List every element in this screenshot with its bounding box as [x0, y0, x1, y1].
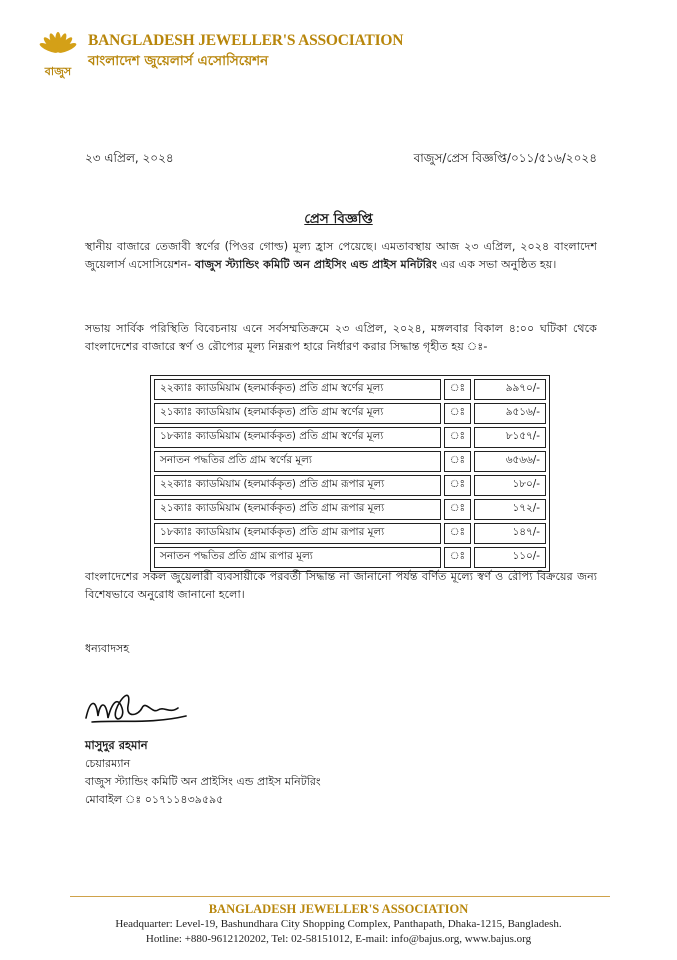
table-row	[154, 499, 546, 520]
price-item: সনাতন পদ্ধতির প্রতি গ্রাম স্বর্ণের মূল্য	[154, 451, 441, 472]
signature-image	[82, 680, 192, 730]
separator: ঃ	[444, 499, 471, 520]
price-value: ১১০/-	[474, 547, 546, 568]
paragraph-1-part-b: এর এক সভা অনুষ্ঠিত হয়।	[436, 258, 557, 271]
org-name-bn: বাংলাদেশ জুয়েলার্স এসোসিয়েশন	[88, 53, 269, 69]
document-title-text: প্রেস বিজ্ঞপ্তি	[304, 211, 373, 227]
committee-name-bold: বাজুস স্ট্যান্ডিং কমিটি অন প্রাইসিং এন্ড প্রাইস মনিটরিং	[194, 258, 437, 271]
price-value: ৯৫১৬/-	[474, 403, 546, 424]
separator: ঃ	[444, 427, 471, 448]
price-item: ২২ক্যাঃ ক্যাডমিয়াম (হলমার্ককৃত) প্রতি গ্রাম রূপার মূল্য	[154, 475, 441, 496]
table-row	[154, 427, 546, 448]
footer-address: Headquarter: Level-19, Bashundhara City Shopping Complex, Panthapath, Dhaka-1215, Bangladesh.	[115, 918, 562, 930]
paragraph-1-part-a: স্থানীয় বাজারে তেজাবী স্বর্ণের (পিওর গোল্ড) মূল্য হ্রাস পেয়েছে। এমতাবস্থায় আজ ২৩ এপ্রিল, ২০২৪ বাংলাদেশ জুয়েলার্স এসোসিয়েশন-	[85, 240, 597, 271]
table-row	[154, 547, 546, 568]
separator: ঃ	[444, 547, 471, 568]
paragraph-1	[85, 238, 597, 274]
price-value: ১৭২/-	[474, 499, 546, 520]
separator: ঃ	[444, 475, 471, 496]
price-item: ১৮ক্যাঃ ক্যাডমিয়াম (হলমার্ককৃত) প্রতি গ্রাম রূপার মূল্য	[154, 523, 441, 544]
separator: ঃ	[444, 379, 471, 400]
price-value: ৬৫৬৬/-	[474, 451, 546, 472]
separator: ঃ	[444, 451, 471, 472]
paragraph-2: সভায় সার্বিক পরিস্থিতি বিবেচনায় এনে সর্বসম্মতিক্রমে ২৩ এপ্রিল, ২০২৪, মঙ্গলবার বিকাল ৪:০০ ঘটিকা থেকে বাংলাদেশের বাজারে স্বর্ণ ও রৌপ্যের মূল্য নিম্নরূপ হারে নির্ধারণ করার সিদ্ধান্ত গৃহীত হয় ঃ-	[85, 322, 597, 353]
table-row	[154, 475, 546, 496]
price-item: ২১ক্যাঃ ক্যাডমিয়াম (হলমার্ককৃত) প্রতি গ্রাম রূপার মূল্য	[154, 499, 441, 520]
issue-date: ২৩ এপ্রিল, ২০২৪	[85, 151, 174, 165]
footer-org-name: BANGLADESH JEWELLER'S ASSOCIATION	[208, 902, 469, 916]
price-value: ১৮০/-	[474, 475, 546, 496]
document-title	[0, 208, 677, 231]
signatory-title: চেয়ারম্যান	[85, 757, 131, 770]
table-row	[154, 379, 546, 400]
price-item: ১৮ক্যাঃ ক্যাডমিয়াম (হলমার্ককৃত) প্রতি গ্রাম স্বর্ণের মূল্য	[154, 427, 441, 448]
logo-text: বাজুস	[44, 65, 72, 78]
signatory-mobile: মোবাইল ঃ ০১৭১১৪৩৯৫৯৫	[85, 793, 224, 806]
price-item: ২২ক্যাঃ ক্যাডমিয়াম (হলমার্ককৃত) প্রতি গ্রাম স্বর্ণের মূল্য	[154, 379, 441, 400]
price-value: ৯৯৭০/-	[474, 379, 546, 400]
price-item: ২১ক্যাঃ ক্যাডমিয়াম (হলমার্ককৃত) প্রতি গ্রাম স্বর্ণের মূল্য	[154, 403, 441, 424]
reference-number: বাজুস/প্রেস বিজ্ঞপ্তি/০১১/৫১৬/২০২৪	[413, 151, 597, 165]
price-value: ৮১৫৭/-	[474, 427, 546, 448]
table-row	[154, 403, 546, 424]
association-logo	[33, 30, 83, 80]
separator: ঃ	[444, 403, 471, 424]
footer-contact: Hotline: +880-9612120202, Tel: 02-58151012, E-mail: info@bajus.org, www.bajus.org	[145, 933, 532, 945]
price-item: সনাতন পদ্ধতির প্রতি গ্রাম রূপার মূল্য	[154, 547, 441, 568]
footer-divider	[70, 896, 610, 897]
price-table	[150, 375, 550, 572]
closing-text: ধন্যবাদসহ	[85, 642, 130, 655]
signatory-name: মাসুদুর রহমান	[85, 738, 148, 752]
price-value: ১৪৭/-	[474, 523, 546, 544]
separator: ঃ	[444, 523, 471, 544]
table-row	[154, 523, 546, 544]
paragraph-3: বাংলাদেশের সকল জুয়েলারী ব্যবসায়ীকে পরবর্তী সিদ্ধান্ত না জানানো পর্যন্ত বর্ণিত মূল্যে স্বর্ণ ও রৌপ্য বিক্রয়ের জন্য বিশেষভাবে অনুরোধ জানানো হলো।	[85, 570, 597, 601]
org-name-en: BANGLADESH JEWELLER'S ASSOCIATION	[88, 32, 404, 49]
signatory-committee: বাজুস স্ট্যান্ডিং কমিটি অন প্রাইসিং এন্ড প্রাইস মনিটরিং	[85, 775, 321, 788]
table-row	[154, 451, 546, 472]
